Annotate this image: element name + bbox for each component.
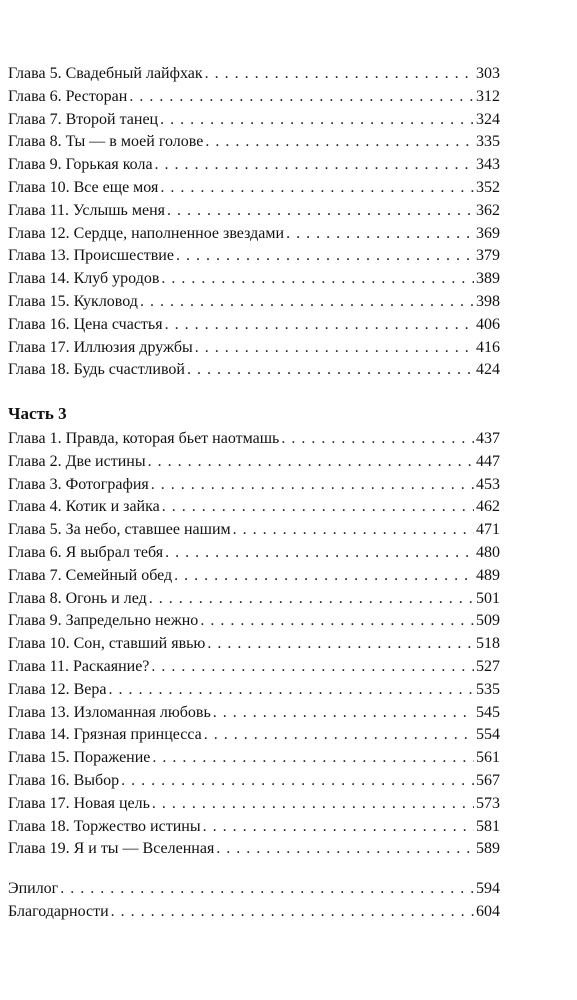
toc-entry <box>8 245 500 268</box>
toc-entry <box>8 793 500 816</box>
dot-leader <box>281 428 474 451</box>
toc-entry-title: Глава 7. Второй танец <box>8 110 159 128</box>
toc-entry-page: 518 <box>476 635 500 653</box>
dot-leader <box>286 223 474 246</box>
toc-entry <box>8 724 500 747</box>
toc-entry-page: 303 <box>476 65 500 82</box>
dot-leader <box>205 131 474 154</box>
toc-entry-title: Глава 11. Услышь меня <box>8 201 165 219</box>
toc-entry-page: 604 <box>476 902 500 920</box>
toc-entry-title: Глава 15. Кукловод <box>8 292 138 310</box>
toc-entry-title: Глава 17. Иллюзия дружбы <box>8 338 193 356</box>
toc-entry-page: 416 <box>476 338 500 356</box>
toc-entry-page: 480 <box>476 543 500 561</box>
toc-entry-page: 545 <box>476 703 500 721</box>
toc-entry <box>8 565 500 588</box>
dot-leader <box>160 177 474 200</box>
toc-entry-page: 379 <box>476 247 500 265</box>
toc-entry <box>8 770 500 793</box>
dot-leader <box>111 901 474 924</box>
toc-entry-title: Глава 4. Котик и зайка <box>8 498 160 516</box>
toc-entry-title: Глава 2. Две истины <box>8 452 146 470</box>
toc-entry-page: 447 <box>476 452 500 470</box>
dot-leader <box>200 610 474 633</box>
toc-entry <box>8 63 500 86</box>
toc-entry-title: Глава 19. Я и ты — Вселенная <box>8 840 215 858</box>
toc-entry-page: 471 <box>476 521 500 539</box>
toc-entry <box>8 268 500 291</box>
toc-entry-title: Глава 17. Новая цель <box>8 794 150 812</box>
toc-entry-page: 554 <box>476 726 500 744</box>
toc-entry-title: Глава 12. Вера <box>8 680 107 698</box>
dot-leader <box>204 724 474 747</box>
toc-entry-title: Глава 6. Я выбрал тебя <box>8 543 164 561</box>
dot-leader <box>176 245 474 268</box>
toc-entry-page: 369 <box>476 224 500 242</box>
toc-entry-title: Глава 5. Свадебный лайфхак <box>8 65 203 82</box>
toc-entry-page: 398 <box>476 292 500 310</box>
toc-entry <box>8 519 500 542</box>
toc-entry-title: Глава 16. Выбор <box>8 771 120 789</box>
toc-entry-page: 437 <box>476 430 500 447</box>
dot-leader <box>152 747 474 770</box>
toc-entry-title: Глава 8. Огонь и лед <box>8 589 147 607</box>
toc-entry-page: 527 <box>476 657 500 675</box>
toc-entry-title: Глава 13. Изломанная любовь <box>8 703 211 721</box>
dot-leader <box>165 542 474 565</box>
toc-entry-page: 594 <box>476 880 500 897</box>
toc-entry-title: Глава 15. Поражение <box>8 749 151 767</box>
toc-entry-title: Глава 5. За небо, ставшее нашим <box>8 521 231 539</box>
toc-entry-page: 389 <box>476 270 500 288</box>
toc-entry <box>8 177 500 200</box>
toc-entry-title: Глава 9. Горькая кола <box>8 156 153 174</box>
toc-entry-page: 406 <box>476 315 500 333</box>
toc-entry-page: 462 <box>476 498 500 516</box>
dot-leader <box>195 337 474 360</box>
dot-leader <box>187 359 474 382</box>
dot-leader <box>148 451 474 474</box>
toc-entry-title: Глава 14. Клуб уродов <box>8 270 160 288</box>
toc-entry <box>8 291 500 314</box>
toc-entry <box>8 610 500 633</box>
toc-entry <box>8 901 500 924</box>
toc-section-continued <box>8 63 500 382</box>
dot-leader <box>203 816 474 839</box>
toc-entry <box>8 542 500 565</box>
toc-entry-page: 589 <box>476 840 500 858</box>
toc-entry <box>8 679 500 702</box>
toc-entry-title: Глава 18. Будь счастливой <box>8 361 185 379</box>
toc-entry <box>8 633 500 656</box>
dot-leader <box>165 314 474 337</box>
toc-entry <box>8 747 500 770</box>
toc-entry <box>8 154 500 177</box>
toc-entry-page: 335 <box>476 133 500 151</box>
toc-entry-title: Глава 3. Фотография <box>8 475 149 493</box>
dot-leader <box>162 496 474 519</box>
dot-leader <box>151 474 474 497</box>
toc-entry <box>8 702 500 725</box>
dot-leader <box>151 656 474 679</box>
toc-entry-page: 343 <box>476 156 500 174</box>
toc-entry-page: 489 <box>476 566 500 584</box>
toc-entry <box>8 359 500 382</box>
toc-entry-page: 567 <box>476 771 500 789</box>
toc-entry-title: Эпилог <box>8 880 59 897</box>
toc-entry-page: 561 <box>476 749 500 767</box>
toc-entry-page: 573 <box>476 794 500 812</box>
toc-entry-title: Глава 10. Сон, ставший явью <box>8 635 206 653</box>
dot-leader <box>213 702 474 725</box>
toc-entry-page: 352 <box>476 178 500 196</box>
dot-leader <box>121 770 474 793</box>
toc-entry <box>8 451 500 474</box>
toc-entry-title: Глава 6. Ресторан <box>8 87 128 105</box>
toc-entry-title: Глава 12. Сердце, наполненное звездами <box>8 224 285 242</box>
toc-entry-title: Глава 18. Торжество истины <box>8 817 201 835</box>
toc-entry-page: 501 <box>476 589 500 607</box>
toc-entry-page: 312 <box>476 87 500 105</box>
toc-entry <box>8 588 500 611</box>
toc-entry <box>8 656 500 679</box>
toc-entry-title: Глава 16. Цена счастья <box>8 315 163 333</box>
toc-entry-title: Глава 11. Раскаяние? <box>8 657 150 675</box>
dot-leader <box>207 633 474 656</box>
dot-leader <box>174 565 474 588</box>
toc-entry <box>8 109 500 132</box>
toc-entry-title: Глава 10. Все еще моя <box>8 178 159 196</box>
dot-leader <box>140 291 474 314</box>
toc-entry-title: Глава 9. Запредельно нежно <box>8 612 199 630</box>
dot-leader <box>60 878 474 901</box>
dot-leader <box>216 838 474 861</box>
toc-entry-page: 424 <box>476 361 500 379</box>
toc-entry-title: Глава 8. Ты — в моей голове <box>8 133 204 151</box>
toc-entry <box>8 496 500 519</box>
toc-entry-title: Глава 13. Происшествие <box>8 247 174 265</box>
toc-entry <box>8 223 500 246</box>
toc-entry-page: 509 <box>476 612 500 630</box>
dot-leader <box>160 109 474 132</box>
dot-leader <box>152 793 474 816</box>
toc-section-backmatter <box>8 878 500 924</box>
toc-entry <box>8 314 500 337</box>
dot-leader <box>149 588 474 611</box>
toc-entry-page: 581 <box>476 817 500 835</box>
toc-entry <box>8 428 500 451</box>
toc-entry-page: 453 <box>476 475 500 493</box>
dot-leader <box>161 268 474 291</box>
toc-section-part-3 <box>8 402 500 861</box>
dot-leader <box>155 154 474 177</box>
dot-leader <box>205 63 474 86</box>
toc-entry-page: 324 <box>476 110 500 128</box>
dot-leader <box>129 86 474 109</box>
toc-entry <box>8 816 500 839</box>
toc-entry <box>8 86 500 109</box>
toc-entry <box>8 131 500 154</box>
toc-entry-title: Глава 7. Семейный обед <box>8 566 173 584</box>
dot-leader <box>167 200 474 223</box>
toc-entry-title: Благодарности <box>8 902 109 920</box>
dot-leader <box>233 519 474 542</box>
toc-entry-page: 362 <box>476 201 500 219</box>
toc-entry-page: 535 <box>476 680 500 698</box>
toc-entry <box>8 474 500 497</box>
toc-entry <box>8 337 500 360</box>
part-heading: Часть 3 <box>8 404 67 423</box>
toc-entry <box>8 878 500 901</box>
dot-leader <box>108 679 474 702</box>
toc-entry-title: Глава 1. Правда, которая бьет наотмашь <box>8 430 280 447</box>
toc-entry <box>8 838 500 861</box>
toc-entry <box>8 200 500 223</box>
toc-entry-title: Глава 14. Грязная принцесса <box>8 726 202 744</box>
